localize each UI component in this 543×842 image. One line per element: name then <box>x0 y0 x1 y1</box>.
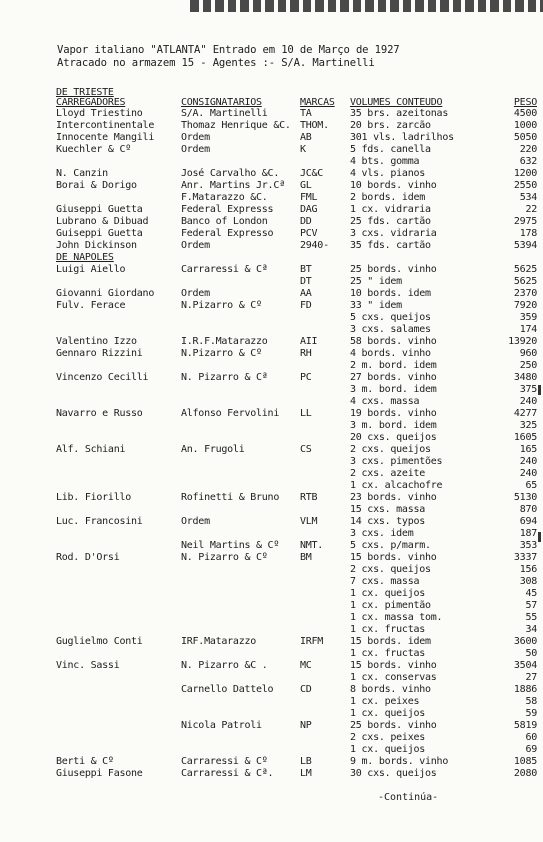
volumes-cell: 35 brs. azeitonas <box>350 107 449 119</box>
marks-cell: LM <box>300 767 312 779</box>
table-row <box>0 745 543 756</box>
shipper-cell: Rod. D'Orsi <box>56 551 120 563</box>
consignee-cell: Banco of London <box>181 215 268 227</box>
table-row <box>0 541 543 552</box>
weight-cell: 2080 <box>513 767 537 779</box>
weight-cell: 5625 <box>513 263 537 275</box>
weight-cell: 5050 <box>513 131 537 143</box>
shipper-cell: Lloyd Triestino <box>56 107 143 119</box>
volumes-cell: 27 bords. vinho <box>350 371 437 383</box>
table-row <box>0 409 543 420</box>
weight-cell: 50 <box>525 647 537 659</box>
weight-cell: 1200 <box>513 167 537 179</box>
column-headers <box>0 98 543 109</box>
table-row <box>0 709 543 720</box>
consignee-cell: N.Pizarro & Cº <box>181 299 262 311</box>
volumes-cell: 2 m. bord. idem <box>350 359 437 371</box>
weight-cell: 34 <box>525 623 537 635</box>
volumes-cell: 4 bts. gomma <box>350 155 420 167</box>
col-consignees: CONSIGNATARIOS <box>181 97 262 108</box>
marks-cell: LL <box>300 407 312 419</box>
weight-cell: 359 <box>519 311 537 323</box>
volumes-cell: 19 bords. vinho <box>350 407 437 419</box>
consignee-cell: Federal Expresss <box>181 203 274 215</box>
shipper-cell: Lib. Fiorillo <box>56 491 132 503</box>
berth-line: Atracado no armazem 15 - Agentes :- S/A. Martinelli <box>57 57 375 69</box>
weight-cell: 65 <box>525 479 537 491</box>
volumes-cell: 20 cxs. queijos <box>350 431 437 443</box>
table-row <box>0 505 543 516</box>
volumes-cell: 3 cxs. idem <box>350 527 414 539</box>
volumes-cell: 14 cxs. typos <box>350 515 426 527</box>
table-row <box>0 661 543 672</box>
weight-cell: 2370 <box>513 287 537 299</box>
consignee-cell: F.Matarazzo &C. <box>181 191 268 203</box>
marks-cell: VLM <box>300 515 318 527</box>
consignee-cell: Carraressi & Cº <box>181 755 268 767</box>
table-row <box>0 565 543 576</box>
col-shippers-label: CARREGADORES <box>56 97 126 108</box>
volumes-cell: 3 cxs. salames <box>350 323 431 335</box>
volumes-cell: 4 vls. pianos <box>350 167 426 179</box>
table-row <box>0 385 543 396</box>
table-row <box>0 589 543 600</box>
consignee-cell: N. Pizarro & Cª <box>181 371 268 383</box>
table-row <box>0 241 543 252</box>
weight-cell: 250 <box>519 359 537 371</box>
weight-cell: 174 <box>519 323 537 335</box>
weight-cell: 59 <box>525 707 537 719</box>
volumes-cell: 15 cxs. massa <box>350 503 426 515</box>
shipper-cell: Luigi Aiello <box>56 263 126 275</box>
volumes-cell: 3 m. bord. idem <box>350 383 437 395</box>
volumes-cell: 25 bords. vinho <box>350 263 437 275</box>
volumes-cell: 3 cxs. vidraria <box>350 227 437 239</box>
marks-cell: RTB <box>300 491 318 503</box>
marks-cell: NP <box>300 719 312 731</box>
weight-cell: 308 <box>519 575 537 587</box>
col-volumes: VOLUMES CONTEUDO <box>350 97 443 108</box>
table-row <box>0 109 543 120</box>
volumes-cell: 1 cx. conservas <box>350 671 437 683</box>
consignee-cell: I.R.F.Matarazzo <box>181 335 268 347</box>
table-row <box>0 181 543 192</box>
consignee-cell: Thomaz Henrique &C. <box>181 119 291 131</box>
weight-cell: 3504 <box>513 659 537 671</box>
weight-cell: 4500 <box>513 107 537 119</box>
weight-cell: 2975 <box>513 215 537 227</box>
marks-cell: RH <box>300 347 312 359</box>
volumes-cell: 5 cxs. p/marm. <box>350 539 431 551</box>
volumes-cell: 4 bords. vinho <box>350 347 431 359</box>
table-row <box>0 121 543 132</box>
section-label: DE TRIESTE <box>56 87 114 98</box>
marks-cell: THOM. <box>300 119 329 131</box>
weight-cell: 27 <box>525 671 537 683</box>
volumes-cell: 1 cx. vidraria <box>350 203 431 215</box>
consignee-cell: N. Pizarro &C . <box>181 659 268 671</box>
table-row <box>0 637 543 648</box>
weight-cell: 240 <box>519 467 537 479</box>
weight-cell: 325 <box>519 419 537 431</box>
marks-cell: PCV <box>300 227 318 239</box>
table-row <box>0 493 543 504</box>
volumes-cell: 33 " idem <box>350 299 402 311</box>
shipper-cell: Berti & Cº <box>56 755 114 767</box>
marks-cell: PC <box>300 371 312 383</box>
marks-cell: DT <box>300 275 312 287</box>
consignee-cell: Ordem <box>181 287 210 299</box>
shipper-cell: Lubrano & Dibuad <box>56 215 149 227</box>
volumes-cell: 10 bords. idem <box>350 287 431 299</box>
shipper-cell: Alf. Schiani <box>56 443 126 455</box>
table-row <box>0 397 543 408</box>
weight-cell: 4277 <box>513 407 537 419</box>
table-row <box>0 601 543 612</box>
weight-cell: 534 <box>519 191 537 203</box>
table-row <box>0 229 543 240</box>
volumes-cell: 15 bords. vinho <box>350 551 437 563</box>
volumes-cell: 1 cx. queijos <box>350 587 426 599</box>
table-row <box>0 301 543 312</box>
table-row <box>0 277 543 288</box>
volumes-cell: 1 cx. fructas <box>350 647 426 659</box>
weight-cell: 632 <box>519 155 537 167</box>
consignee-cell: S/A. Martinelli <box>181 107 268 119</box>
table-row <box>0 169 543 180</box>
table-row <box>0 529 543 540</box>
volumes-cell: 1 cx. queijos <box>350 707 426 719</box>
weight-cell: 5625 <box>513 275 537 287</box>
weight-cell: 353 <box>519 539 537 551</box>
weight-cell: 3600 <box>513 635 537 647</box>
table-row <box>0 217 543 228</box>
table-row <box>0 433 543 444</box>
col-weight: PESO <box>513 97 537 108</box>
volumes-cell: 20 brs. zarcão <box>350 119 431 131</box>
ship-line: Vapor italiano "ATLANTA" Entrado em 10 de Março de 1927 <box>57 44 400 56</box>
weight-cell: 55 <box>525 611 537 623</box>
table-row <box>0 145 543 156</box>
shipper-cell: Intercontinentale <box>56 119 155 131</box>
table-row <box>0 697 543 708</box>
weight-cell: 5819 <box>513 719 537 731</box>
marks-cell: TA <box>300 107 312 119</box>
volumes-cell: 2 cxs. peixes <box>350 731 426 743</box>
marks-cell: BT <box>300 263 312 275</box>
volumes-cell: 25 fds. cartão <box>350 215 431 227</box>
weight-cell: 694 <box>519 515 537 527</box>
shipper-cell: Giuseppi Fasone <box>56 767 143 779</box>
table-row <box>0 457 543 468</box>
marks-cell: AA <box>300 287 312 299</box>
consignee-cell: Ordem <box>181 239 210 251</box>
weight-cell: 187 <box>519 527 537 539</box>
consignee-cell: Rofinetti & Bruno <box>181 491 280 503</box>
shipper-cell: Vincenzo Cecilli <box>56 371 149 383</box>
weight-cell: 69 <box>525 743 537 755</box>
volumes-cell: 10 bords. vinho <box>350 179 437 191</box>
consignee-cell: Carnello Dattelo <box>181 683 274 695</box>
table-row <box>0 673 543 684</box>
weight-cell: 5130 <box>513 491 537 503</box>
weight-cell: 13920 <box>508 335 537 347</box>
shipper-cell: Luc. Francosini <box>56 515 143 527</box>
volumes-cell: 58 bords. vinho <box>350 335 437 347</box>
volumes-cell: 1 cx. alcachofre <box>350 479 443 491</box>
weight-cell: 870 <box>519 503 537 515</box>
volumes-cell: 1 cx. pimentão <box>350 599 431 611</box>
volumes-cell: 2 cxs. queijos <box>350 563 431 575</box>
marks-cell: CS <box>300 443 312 455</box>
table-row <box>0 769 543 780</box>
shipper-cell: Borai & Dorigo <box>56 179 137 191</box>
shipper-cell: Kuechler & Cº <box>56 143 132 155</box>
table-row <box>0 157 543 168</box>
consignee-cell: Anr. Martins Jr.Cª <box>181 179 285 191</box>
volumes-cell: 5 fds. canella <box>350 143 431 155</box>
header-rule <box>190 0 543 12</box>
consignee-cell: Ordem <box>181 515 210 527</box>
consignee-cell: N.Pizarro & Cº <box>181 347 262 359</box>
consignee-cell: Neil Martins & Cº <box>181 539 280 551</box>
table-row <box>0 421 543 432</box>
volumes-cell: 35 fds. cartão <box>350 239 431 251</box>
weight-cell: 375 <box>519 383 537 395</box>
volumes-cell: 25 bords. vinho <box>350 719 437 731</box>
consignee-cell: Nicola Patroli <box>181 719 262 731</box>
shipper-cell: Guiseppi Guetta <box>56 227 143 239</box>
section-label-napoli: DE NAPOLES <box>56 251 114 263</box>
marks-cell: K <box>300 143 306 155</box>
weight-cell: 60 <box>525 731 537 743</box>
volumes-cell: 3 cxs. pimentões <box>350 455 443 467</box>
margin-mark <box>538 532 541 542</box>
shipper-cell: Guglielmo Conti <box>56 635 143 647</box>
weight-cell: 3337 <box>513 551 537 563</box>
weight-cell: 165 <box>519 443 537 455</box>
table-row <box>0 721 543 732</box>
marks-cell: IRFM <box>300 635 324 647</box>
weight-cell: 220 <box>519 143 537 155</box>
table-row <box>0 553 543 564</box>
marks-cell: DD <box>300 215 312 227</box>
weight-cell: 5394 <box>513 239 537 251</box>
shipper-cell: Gennaro Rizzini <box>56 347 143 359</box>
table-row <box>0 649 543 660</box>
weight-cell: 1605 <box>513 431 537 443</box>
shipper-cell: Innocente Mangili <box>56 131 155 143</box>
weight-cell: 1000 <box>513 119 537 131</box>
marks-cell: BM <box>300 551 312 563</box>
shipper-cell: N. Canzin <box>56 167 108 179</box>
volumes-cell: 7 cxs. massa <box>350 575 420 587</box>
weight-cell: 240 <box>519 455 537 467</box>
weight-cell: 58 <box>525 695 537 707</box>
margin-mark <box>538 385 541 395</box>
table-row <box>0 481 543 492</box>
col-marks: MARCAS <box>300 97 335 108</box>
marks-cell: CD <box>300 683 312 695</box>
weight-cell: 22 <box>525 203 537 215</box>
marks-cell: MC <box>300 659 312 671</box>
consignee-cell: José Carvalho &C. <box>181 167 280 179</box>
shipper-cell: Navarro e Russo <box>56 407 143 419</box>
weight-cell: 7920 <box>513 299 537 311</box>
table-row <box>0 265 543 276</box>
volumes-cell: 2 bords. idem <box>350 191 426 203</box>
volumes-cell: 1 cx. queijos <box>350 743 426 755</box>
marks-cell: 2940- <box>300 239 329 251</box>
table-row <box>0 205 543 216</box>
marks-cell: GL <box>300 179 312 191</box>
consignee-cell: Ordem <box>181 143 210 155</box>
table-row <box>0 289 543 300</box>
table-row <box>0 685 543 696</box>
marks-cell: DAG <box>300 203 318 215</box>
table-row <box>0 337 543 348</box>
volumes-cell: 4 cxs. massa <box>350 395 420 407</box>
consignee-cell: Ordem <box>181 131 210 143</box>
marks-cell: AB <box>300 131 312 143</box>
marks-cell: FD <box>300 299 312 311</box>
shipper-cell: John Dickinson <box>56 239 137 251</box>
consignee-cell: IRF.Matarazzo <box>181 635 257 647</box>
table-row <box>0 313 543 324</box>
marks-cell: NMT. <box>300 539 324 551</box>
weight-cell: 156 <box>519 563 537 575</box>
volumes-cell: 9 m. bords. vinho <box>350 755 449 767</box>
weight-cell: 57 <box>525 599 537 611</box>
table-row <box>0 577 543 588</box>
consignee-cell: Alfonso Fervolini <box>181 407 280 419</box>
volumes-cell: 30 cxs. queijos <box>350 767 437 779</box>
marks-cell: LB <box>300 755 312 767</box>
table-row <box>0 733 543 744</box>
consignee-cell: Federal Expresso <box>181 227 274 239</box>
consignee-cell: An. Frugoli <box>181 443 245 455</box>
table-row <box>0 361 543 372</box>
volumes-cell: 2 cxs. queijos <box>350 443 431 455</box>
marks-cell: JC&C <box>300 167 324 179</box>
table-row <box>0 253 543 264</box>
volumes-cell: 5 cxs. queijos <box>350 311 431 323</box>
volumes-cell: 25 " idem <box>350 275 402 287</box>
weight-cell: 240 <box>519 395 537 407</box>
weight-cell: 178 <box>519 227 537 239</box>
shipper-cell: Giuseppi Guetta <box>56 203 143 215</box>
weight-cell: 2550 <box>513 179 537 191</box>
table-row <box>0 445 543 456</box>
shipper-cell: Giovanni Giordano <box>56 287 155 299</box>
shipper-cell: Vinc. Sassi <box>56 659 120 671</box>
volumes-cell: 301 vls. ladrilhos <box>350 131 454 143</box>
volumes-cell: 2 cxs. azeite <box>350 467 426 479</box>
volumes-cell: 15 bords. vinho <box>350 659 437 671</box>
consignee-cell: Carraressi & Cª. <box>181 767 274 779</box>
continue-note: -Continúa- <box>378 792 439 803</box>
table-row <box>0 613 543 624</box>
table-row <box>0 373 543 384</box>
table-row <box>0 517 543 528</box>
volumes-cell: 15 bords. idem <box>350 635 431 647</box>
weight-cell: 960 <box>519 347 537 359</box>
shipper-cell: Valentino Izzo <box>56 335 137 347</box>
consignee-cell: Carraressi & Cª <box>181 263 268 275</box>
table-row <box>0 757 543 768</box>
volumes-cell: 1 cx. peixes <box>350 695 420 707</box>
volumes-cell: 8 bords. vinho <box>350 683 431 695</box>
consignee-cell: N. Pizarro & Cº <box>181 551 268 563</box>
marks-cell: AII <box>300 335 318 347</box>
weight-cell: 1085 <box>513 755 537 767</box>
table-row <box>0 325 543 336</box>
table-row <box>0 625 543 636</box>
table-row <box>0 349 543 360</box>
weight-cell: 45 <box>525 587 537 599</box>
volumes-cell: 1 cx. fructas <box>350 623 426 635</box>
weight-cell: 3480 <box>513 371 537 383</box>
shipper-cell: Fulv. Ferace <box>56 299 126 311</box>
marks-cell: FML <box>300 191 318 203</box>
table-row <box>0 469 543 480</box>
volumes-cell: 1 cx. massa tom. <box>350 611 443 623</box>
weight-cell: 1886 <box>513 683 537 695</box>
volumes-cell: 3 m. bord. idem <box>350 419 437 431</box>
table-row <box>0 193 543 204</box>
table-row <box>0 133 543 144</box>
volumes-cell: 23 bords. vinho <box>350 491 437 503</box>
